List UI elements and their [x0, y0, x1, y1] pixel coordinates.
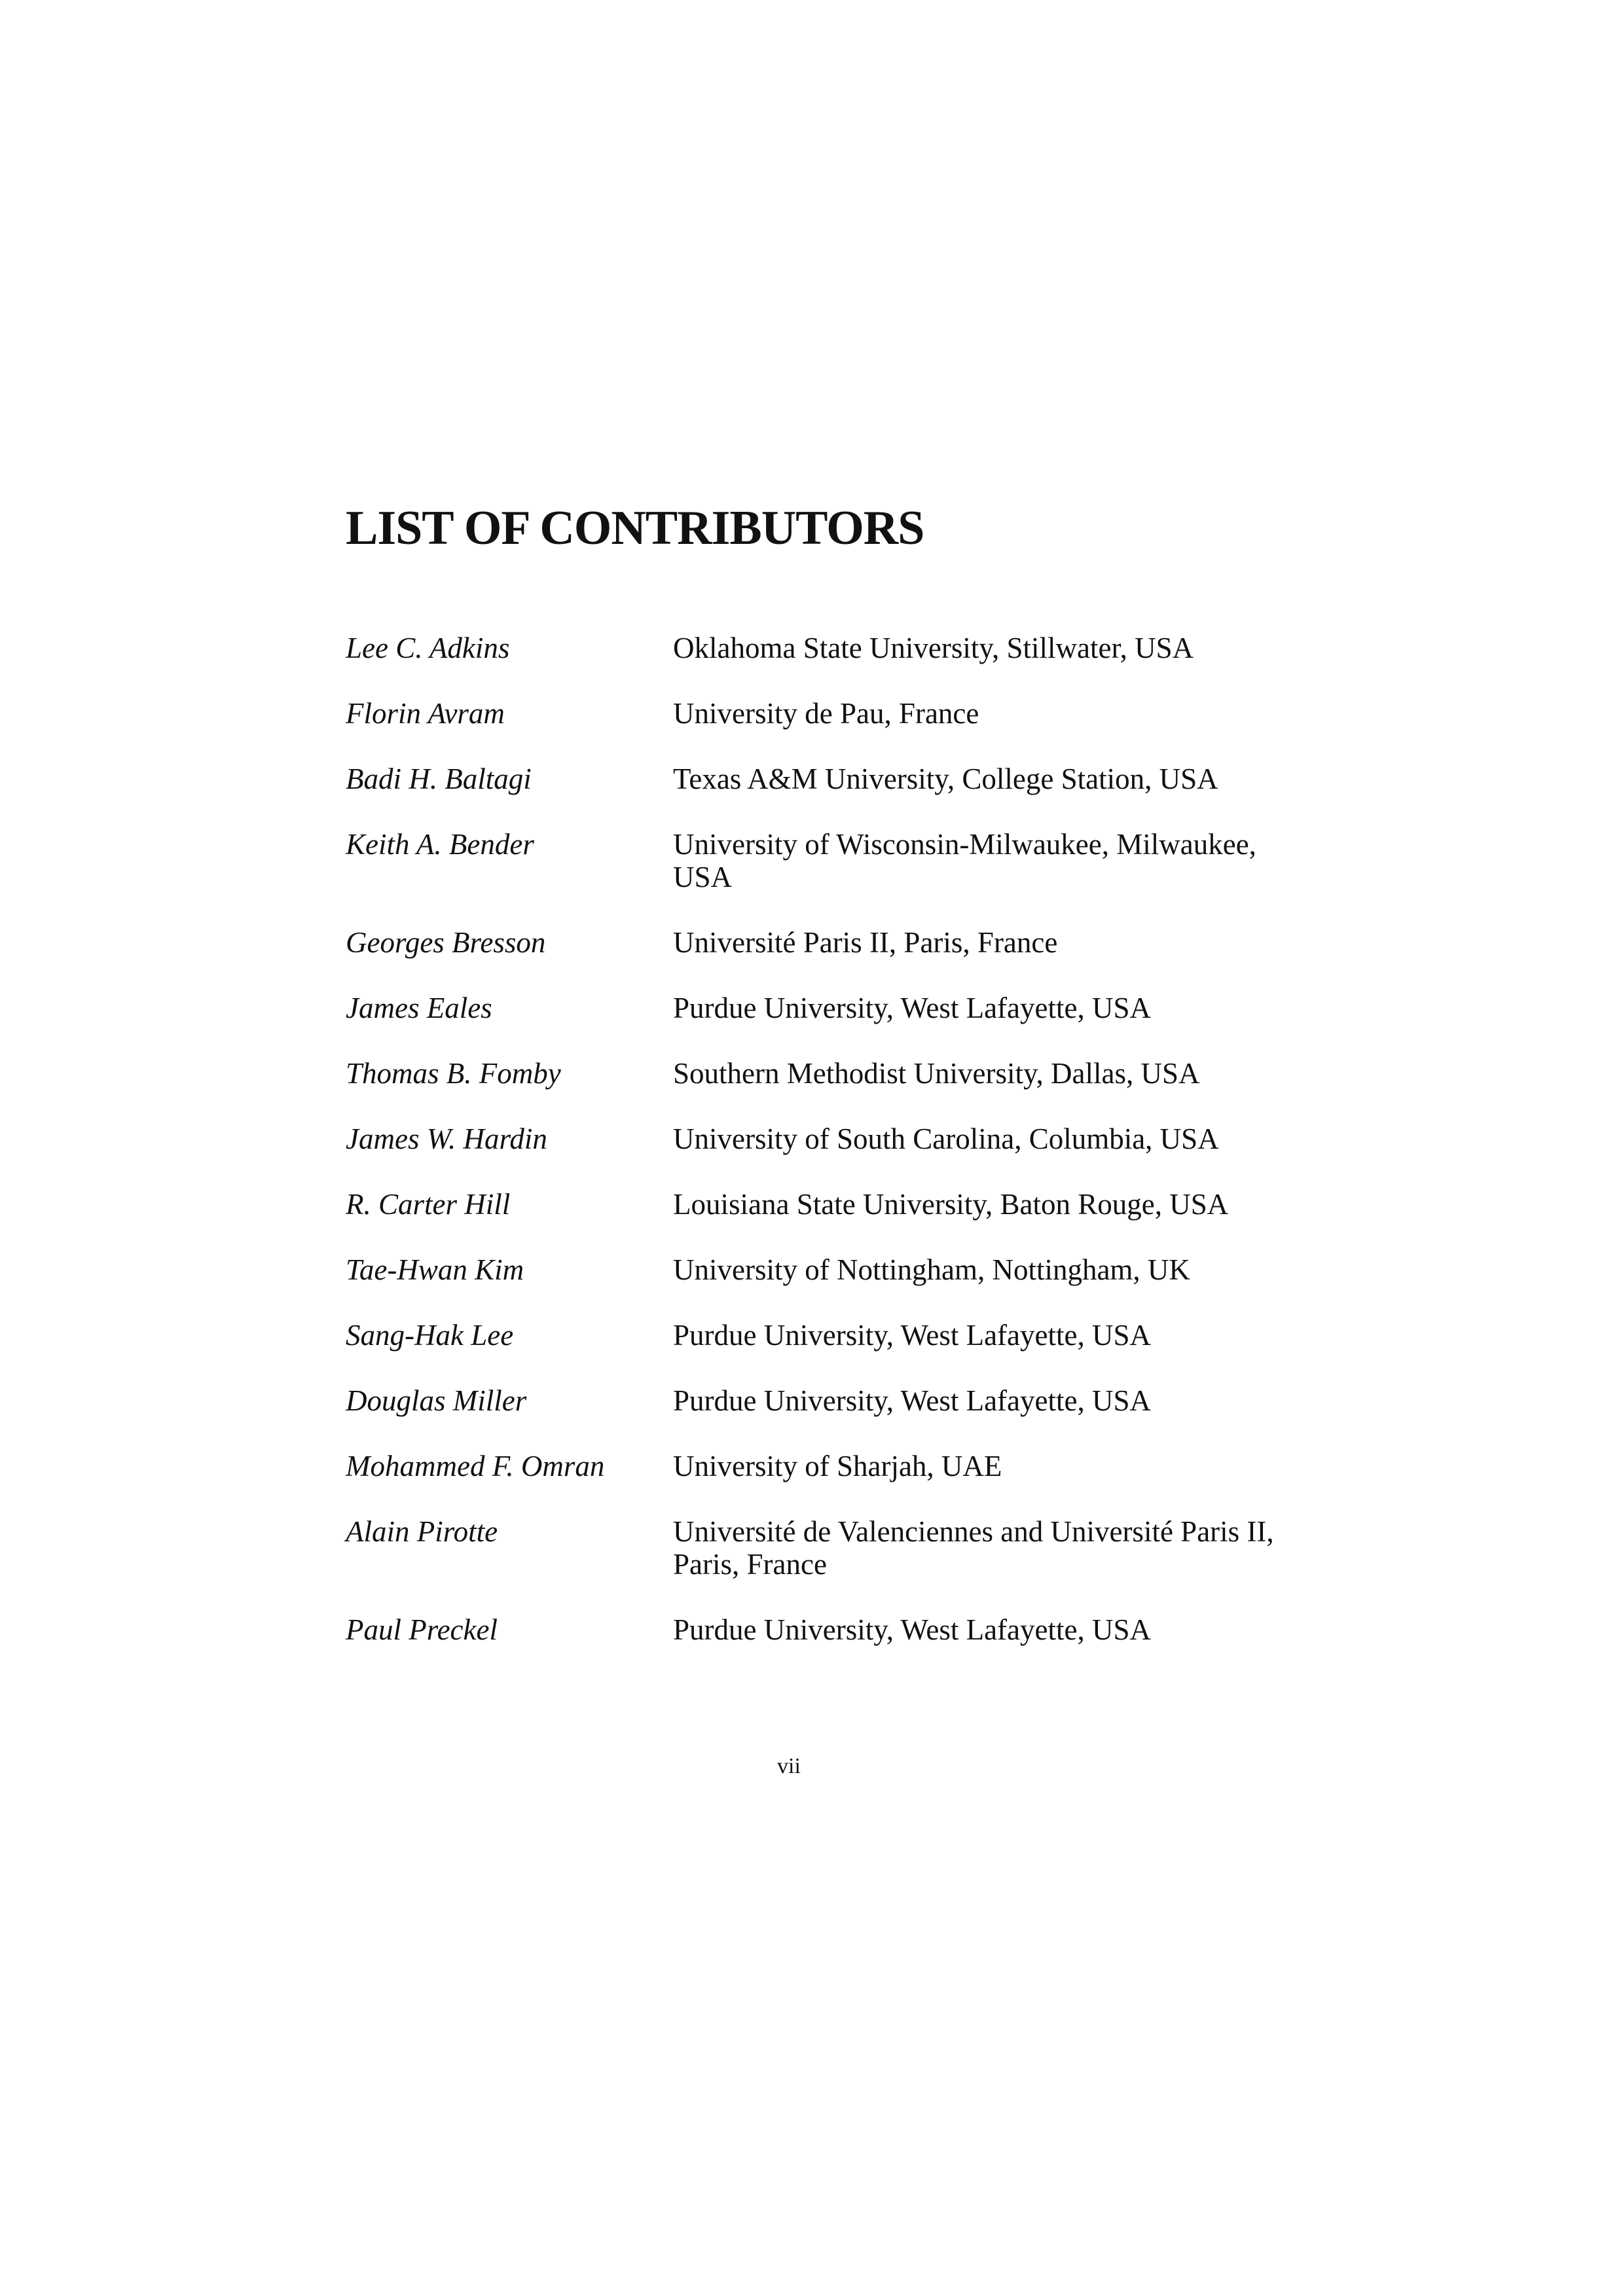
contributor-affiliation: Oklahoma State University, Stillwater, USA — [673, 632, 1194, 664]
contributor-affiliation: Purdue University, West Lafayette, USA — [673, 992, 1151, 1024]
contributor-name: Paul Preckel — [346, 1613, 498, 1646]
contributor-affiliation: University of Sharjah, UAE — [673, 1450, 1002, 1482]
contributor-affiliation: Purdue University, West Lafayette, USA — [673, 1319, 1151, 1352]
contributor-affiliation: University of South Carolina, Columbia, USA — [673, 1122, 1219, 1155]
contributor-affiliation: University of Wisconsin-Milwaukee, Milwaukee, USA — [673, 828, 1256, 893]
contributor-row — [346, 1613, 1288, 1646]
contributor-row — [346, 1122, 1288, 1155]
contributor-affiliation: University of Nottingham, Nottingham, UK — [673, 1253, 1190, 1286]
contributor-row — [346, 926, 1288, 959]
contributor-name: Thomas B. Fomby — [346, 1057, 561, 1090]
contributor-row — [346, 1188, 1288, 1221]
page-number: vii — [777, 1754, 801, 1778]
contributor-name: James W. Hardin — [346, 1122, 547, 1155]
contributor-row — [346, 992, 1288, 1024]
contributor-affiliation: Purdue University, West Lafayette, USA — [673, 1384, 1151, 1417]
contributor-row — [346, 1253, 1288, 1286]
contributor-row — [346, 762, 1288, 795]
contributor-row — [346, 1384, 1288, 1417]
contributor-row — [346, 632, 1288, 664]
contributor-name: Badi H. Baltagi — [346, 762, 532, 795]
contributor-affiliation: Université Paris II, Paris, France — [673, 926, 1058, 959]
contributor-name: Florin Avram — [346, 697, 505, 730]
contributor-list — [346, 632, 1288, 1679]
contributor-affiliation: Louisiana State University, Baton Rouge, USA — [673, 1188, 1229, 1221]
contributor-name: Mohammed F. Omran — [346, 1450, 605, 1482]
contributor-name: Lee C. Adkins — [346, 632, 510, 664]
contributor-name: Sang-Hak Lee — [346, 1319, 514, 1352]
contributor-row — [346, 1319, 1288, 1352]
contributor-name: Douglas Miller — [346, 1384, 527, 1417]
contributor-row — [346, 1515, 1288, 1581]
contributor-name: Keith A. Bender — [346, 828, 534, 861]
contributor-name: James Eales — [346, 992, 492, 1024]
contributor-name: Alain Pirotte — [346, 1515, 498, 1548]
contributor-row — [346, 1450, 1288, 1482]
contributor-row — [346, 1057, 1288, 1090]
contributor-affiliation: Purdue University, West Lafayette, USA — [673, 1613, 1151, 1646]
contributor-name: R. Carter Hill — [346, 1188, 511, 1221]
contributor-row — [346, 697, 1288, 730]
contributor-name: Tae-Hwan Kim — [346, 1253, 524, 1286]
page-title: LIST OF CONTRIBUTORS — [346, 501, 924, 555]
contributor-affiliation: Université de Valenciennes and Université Paris II, Paris, France — [673, 1515, 1274, 1581]
contributor-affiliation: Texas A&M University, College Station, USA — [673, 762, 1218, 795]
contributor-name: Georges Bresson — [346, 926, 546, 959]
contributor-affiliation: Southern Methodist University, Dallas, USA — [673, 1057, 1200, 1090]
contributor-affiliation: University de Pau, France — [673, 697, 979, 730]
contributor-row — [346, 828, 1288, 893]
